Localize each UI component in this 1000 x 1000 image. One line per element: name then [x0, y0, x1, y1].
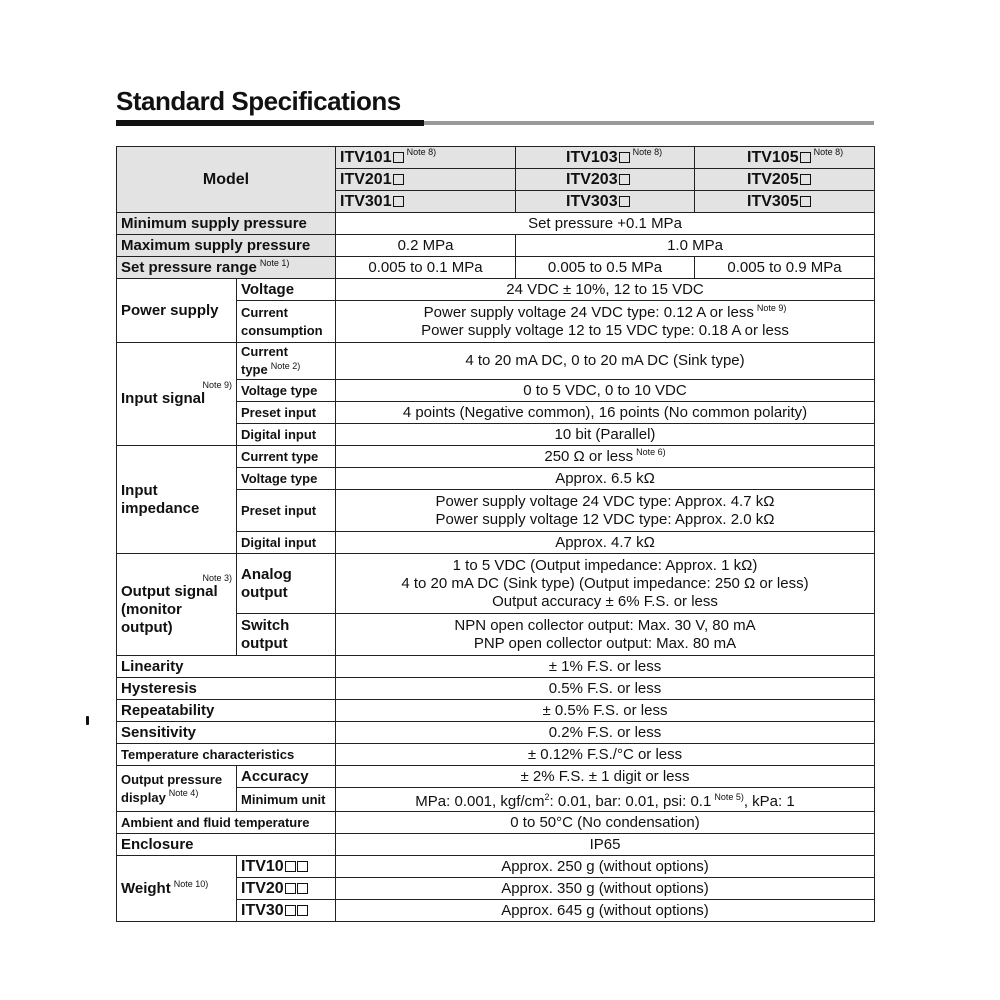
option-box: [297, 905, 308, 916]
sub-label: Voltage type: [237, 468, 336, 490]
option-box: [393, 152, 404, 163]
sub-label: Current type: [237, 446, 336, 468]
row-value: 1 to 5 VDC (Output impedance: Approx. 1 kΩ) 4 to 20 mA DC (Sink type) (Output impedance: 250 Ω or less) Output accuracy ± 6% F.S. or less: [336, 554, 875, 614]
model-cell: ITV301: [336, 191, 516, 213]
group-label-input-signal: Note 9) Input signal: [117, 343, 237, 446]
row-value: IP65: [336, 834, 875, 856]
row-value: 0 to 5 VDC, 0 to 10 VDC: [336, 380, 875, 402]
option-box: [285, 861, 296, 872]
row-value: 0.2% F.S. or less: [336, 722, 875, 744]
group-label-power-supply: Power supply: [117, 279, 237, 343]
model-cell: ITV105 $^{Note 8)}$: [695, 147, 875, 169]
row-value: 10 bit (Parallel): [336, 424, 875, 446]
row-value: 1.0 MPa: [516, 235, 875, 257]
sub-label: Digital input: [237, 424, 336, 446]
model-cell: ITV101 $^{Note 8)}$: [336, 147, 516, 169]
table-row: [117, 235, 875, 257]
model-cell: ITV305: [695, 191, 875, 213]
row-label: Enclosure: [117, 834, 336, 856]
row-value: Power supply voltage 24 VDC type: 0.12 A or less $^{Note 9)}$ Power supply voltage 12 to 15 VDC type: 0.18 A or less: [336, 301, 875, 343]
table-row: [117, 744, 875, 766]
sub-label: Voltage type: [237, 380, 336, 402]
sub-label: Preset input: [237, 490, 336, 532]
model-cell: ITV103 $^{Note 8)}$: [516, 147, 695, 169]
row-value: Approx. 4.7 kΩ: [336, 532, 875, 554]
option-box: [297, 883, 308, 894]
page-title: Standard Specifications: [116, 86, 401, 116]
row-value: Approx. 250 g (without options): [336, 856, 875, 878]
sub-label: Preset input: [237, 402, 336, 424]
row-label: Ambient and fluid temperature: [117, 812, 336, 834]
table-row: [117, 279, 875, 301]
option-box: [393, 196, 404, 207]
sub-label: Voltage: [237, 279, 336, 301]
sub-label: Current type $^{Note 2)}$: [237, 343, 336, 380]
row-value: 0.005 to 0.5 MPa: [516, 257, 695, 279]
model-cell: ITV203: [516, 169, 695, 191]
group-label-output-signal: Note 3) Output signal (monitor output): [117, 554, 237, 656]
row-value: 0.2 MPa: [336, 235, 516, 257]
row-value: 0.005 to 0.1 MPa: [336, 257, 516, 279]
table-row: [117, 722, 875, 744]
option-box: [285, 905, 296, 916]
table-row: [117, 678, 875, 700]
sub-label: Analog output: [237, 554, 336, 614]
row-value: ± 1% F.S. or less: [336, 656, 875, 678]
row-value: ± 0.12% F.S./°C or less: [336, 744, 875, 766]
table-row: [117, 700, 875, 722]
row-label: Temperature characteristics: [117, 744, 336, 766]
option-box: [800, 174, 811, 185]
sub-label: Current consumption: [237, 301, 336, 343]
group-label-input-impedance: Input impedance: [117, 446, 237, 554]
row-value: ± 2% F.S. ± 1 digit or less: [336, 766, 875, 788]
group-label-output-pressure-display: Output pressure display $^{Note 4)}$: [117, 766, 237, 812]
option-box: [800, 152, 811, 163]
row-value: MPa: 0.001, kgf/$cm^2$: 0.01, bar: 0.01, psi: 0.1 $^{Note 5)}$, kPa: 1: [336, 788, 875, 812]
row-value: 250 Ω or less $^{Note 6)}$: [336, 446, 875, 468]
table-row: [117, 856, 875, 878]
model-cell: ITV303: [516, 191, 695, 213]
sub-label: Minimum unit: [237, 788, 336, 812]
table-row: [117, 343, 875, 380]
title-rule-dark: [116, 120, 424, 126]
row-value: 4 to 20 mA DC, 0 to 20 mA DC (Sink type): [336, 343, 875, 380]
row-value: Approx. 6.5 kΩ: [336, 468, 875, 490]
table-row: [117, 656, 875, 678]
row-label: Minimum supply pressure: [117, 213, 336, 235]
row-label: Maximum supply pressure: [117, 235, 336, 257]
row-value: 0 to 50°C (No condensation): [336, 812, 875, 834]
weight-model: ITV20: [237, 878, 336, 900]
group-label-weight: Weight $^{Note 10)}$: [117, 856, 237, 922]
margin-mark: [86, 716, 89, 725]
row-label: Sensitivity: [117, 722, 336, 744]
table-row: [117, 446, 875, 468]
row-label: Hysteresis: [117, 678, 336, 700]
row-value: Power supply voltage 24 VDC type: Approx. 4.7 kΩ Power supply voltage 12 VDC type: Approx. 2.0 kΩ: [336, 490, 875, 532]
row-value: 4 points (Negative common), 16 points (No common polarity): [336, 402, 875, 424]
row-value: Set pressure +0.1 MPa: [336, 213, 875, 235]
option-box: [619, 152, 630, 163]
weight-model: ITV30: [237, 900, 336, 922]
specifications-table: [116, 146, 875, 922]
row-value: 24 VDC ± 10%, 12 to 15 VDC: [336, 279, 875, 301]
sub-label: Accuracy: [237, 766, 336, 788]
weight-model: ITV10: [237, 856, 336, 878]
table-row: [117, 812, 875, 834]
row-value: 0.5% F.S. or less: [336, 678, 875, 700]
option-box: [285, 883, 296, 894]
row-value: Approx. 645 g (without options): [336, 900, 875, 922]
row-value: Approx. 350 g (without options): [336, 878, 875, 900]
option-box: [297, 861, 308, 872]
option-box: [800, 196, 811, 207]
sub-label: Switch output: [237, 614, 336, 656]
row-value: 0.005 to 0.9 MPa: [695, 257, 875, 279]
table-row: [117, 554, 875, 614]
row-value: NPN open collector output: Max. 30 V, 80 mA PNP open collector output: Max. 80 mA: [336, 614, 875, 656]
model-cell: ITV205: [695, 169, 875, 191]
table-row: [117, 257, 875, 279]
model-cell: ITV201: [336, 169, 516, 191]
option-box: [619, 196, 630, 207]
model-label: Model: [117, 147, 336, 213]
row-value: ± 0.5% F.S. or less: [336, 700, 875, 722]
table-row: [117, 766, 875, 788]
option-box: [619, 174, 630, 185]
sub-label: Digital input: [237, 532, 336, 554]
row-label: Set pressure range $^{Note 1)}$: [117, 257, 336, 279]
table-row: [117, 834, 875, 856]
model-row-1: [117, 147, 875, 169]
row-label: Repeatability: [117, 700, 336, 722]
table-row: [117, 213, 875, 235]
option-box: [393, 174, 404, 185]
title-rule-light: [424, 121, 874, 125]
row-label: Linearity: [117, 656, 336, 678]
